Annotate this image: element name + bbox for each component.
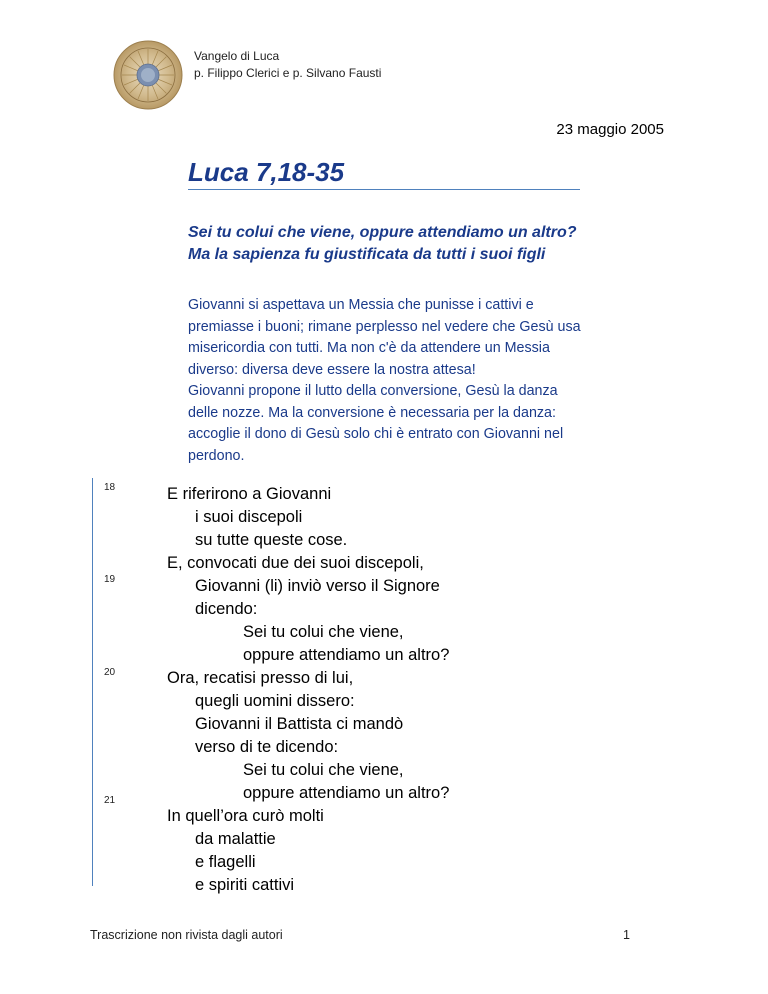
- intro-line: Giovanni si aspettava un Messia che punisse i cattivi e: [188, 297, 534, 313]
- verse-number: 20: [104, 667, 116, 678]
- page-title: Luca 7,18-35: [188, 157, 345, 187]
- subtitle-line-1: Sei tu colui che viene, oppure attendiamo un altro?: [188, 224, 577, 241]
- verse-number: 21: [104, 795, 116, 806]
- verse-line: dicendo:: [195, 600, 258, 618]
- intro-line: perdono.: [188, 447, 245, 464]
- verse-number: 19: [104, 574, 116, 585]
- intro-line: diverso: diversa deve essere la nostra attesa!: [188, 361, 476, 378]
- verse-line: oppure attendiamo un altro?: [243, 784, 450, 802]
- verse-number: 18: [104, 482, 116, 493]
- intro-line: delle nozze. Ma la conversione è necessaria per la danza:: [188, 404, 556, 421]
- header-authors: p. Filippo Clerici e p. Silvano Fausti: [194, 66, 382, 80]
- intro-line: misericordia con tutti. Ma non c'è da attendere un Messia: [188, 340, 550, 356]
- verse-line: In quell’ora curò molti: [167, 807, 324, 825]
- verse-line: E, convocati due dei suoi discepoli,: [167, 554, 424, 572]
- verse-line: Ora, recatisi presso di lui,: [167, 669, 354, 687]
- verse-line: oppure attendiamo un altro?: [243, 646, 450, 664]
- verse-line: su tutte queste cose.: [195, 531, 348, 549]
- footer-note: Trascrizione non rivista dagli autori: [90, 928, 283, 942]
- verse-margin-bar: [92, 478, 93, 886]
- intro-line: accoglie il dono di Gesù solo chi è entrato con Giovanni nel: [188, 426, 564, 442]
- verse-line: da malattie: [195, 830, 276, 848]
- verse-line: Sei tu colui che viene,: [243, 761, 404, 779]
- verse-line: Giovanni (li) inviò verso il Signore: [195, 577, 440, 595]
- page-number: 1: [623, 928, 630, 942]
- intro-line: premiasse i buoni; rimane perplesso nel vedere che Gesù usa: [188, 318, 581, 335]
- verse-line: Giovanni il Battista ci mandò: [195, 715, 404, 733]
- verse-line: i suoi discepoli: [195, 508, 303, 526]
- verse-line: e flagelli: [195, 853, 256, 871]
- document-date: 23 maggio 2005: [556, 121, 664, 138]
- verse-line: verso di te dicendo:: [195, 738, 339, 756]
- verse-line: e spiriti cattivi: [195, 876, 295, 894]
- verse-line: quegli uomini dissero:: [195, 692, 355, 710]
- intro-line: Giovanni propone il lutto della conversione, Gesù la danza: [188, 383, 558, 399]
- verse-line: E riferirono a Giovanni: [167, 485, 332, 503]
- subtitle-line-2: Ma la sapienza fu giustificata da tutti i suoi figli: [188, 246, 546, 263]
- header-title: Vangelo di Luca: [194, 49, 280, 63]
- seal-icon: [113, 40, 183, 110]
- title-divider: [188, 189, 580, 190]
- verse-line: Sei tu colui che viene,: [243, 623, 404, 641]
